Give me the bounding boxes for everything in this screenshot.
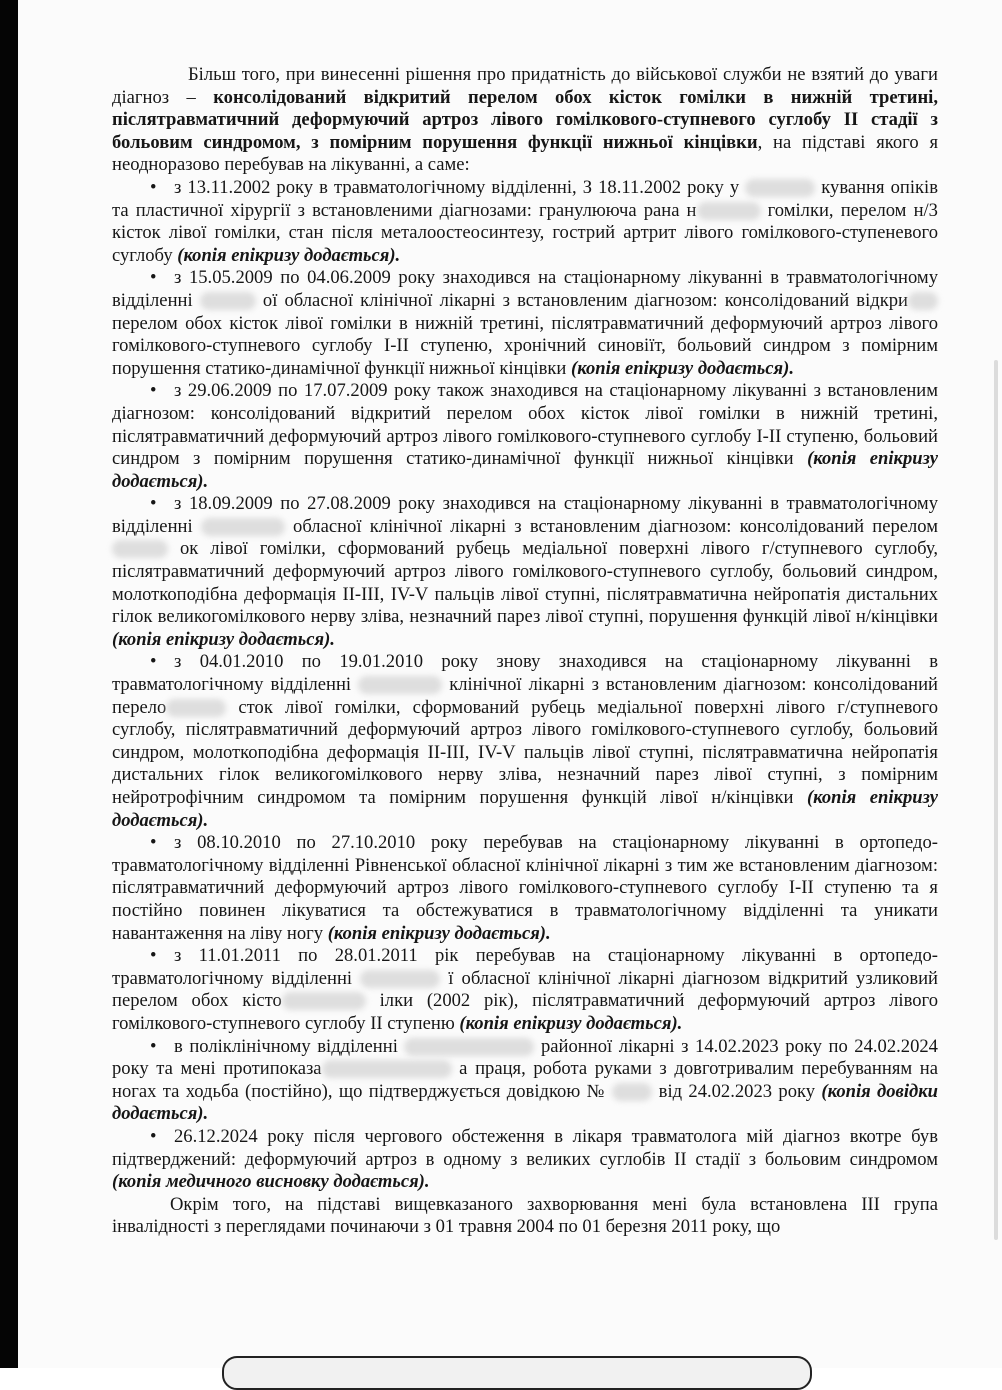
- document-body: [112, 64, 938, 1239]
- attachment-note: (копія епікризу додається).: [327, 922, 551, 944]
- left-dark-strip: [0, 0, 18, 1368]
- redacted-region: [697, 202, 761, 220]
- list-item: [112, 832, 938, 945]
- item-text: з 15.05.2009 по 04.06.2009 року знаходився на стаціонарному лікуванні в травматологічному відділенні: [112, 267, 938, 311]
- intro-paragraph: [112, 64, 938, 177]
- item-text: клінічної лікарні з встановленим діагнозом: консолідований перело: [112, 674, 938, 718]
- redacted-region: [112, 540, 168, 558]
- list-item: [112, 380, 938, 493]
- item-text: районної лікарні з 14.02.2023 року по 24.02.2024 року та мені протипоказа: [112, 1035, 938, 1080]
- attachment-note: (копія довідки додається).: [112, 1080, 939, 1125]
- bullet-icon: •: [150, 651, 157, 673]
- intro-text-end: , на підставі якого я неодноразово перебував на лікуванні, а саме:: [112, 131, 938, 176]
- redacted-region: [282, 992, 366, 1010]
- bullet-icon: •: [150, 832, 157, 854]
- item-text: кування опіків та пластичної хірургії з встановленими діагнозами: гранулююча рана н: [112, 176, 939, 221]
- bottom-toolbar[interactable]: [222, 1356, 812, 1390]
- item-text: а праця, робота руками з довготривалим перебуванням на ногах та ходьба (постійно), що підтверджується довідкою №: [112, 1058, 938, 1102]
- redacted-region: [201, 518, 285, 536]
- item-text: з 11.01.2011 по 28.01.2011 рік перебував на стаціонарному лікуванні в ортопедо-травматологічному відділенні: [112, 945, 938, 989]
- redacted-region: [404, 1038, 534, 1056]
- redacted-region: [166, 699, 226, 717]
- intro-text: Більш того, при винесенні рішення про придатність до військової служби не взятий до уваги діагноз –: [112, 64, 938, 108]
- item-text: сток лівої гомілки, сформований рубець медіальної поверхні лівого г/ступневого суглобу, післятравматичний деформуючий артроз лівого гомілкового-ступневого суглобу, больовий синдром, молоткоподібна деформація II-III, IV-V пальців лівої ступні, післятравматична нейропатія дистальних гілок великогомілкового нерву зліва, незначний парез лівої ступні, з помірним нейротрофічним синдромом та помірним порушення функцій лівої н/кінцівки: [112, 696, 938, 808]
- redacted-region: [612, 1083, 652, 1101]
- item-text: гомілки, перелом н/3 кісток лівої гомілки, стан після металоостеосинтезу, гострий артрит лівого гомілкового-ступеневого суглобу: [112, 199, 938, 266]
- bullet-icon: •: [150, 1035, 157, 1057]
- redacted-region: [200, 292, 256, 310]
- item-text: ілки (2002 рік), післятравматичний деформуючий артроз лівого гомілкового-ступневого суглобу II ступеню: [112, 990, 939, 1034]
- item-text: з 08.10.2010 по 27.10.2010 року перебував на стаціонарному лікуванні в ортопедо-травматологічному відділенні Рівненської обласної клінічної лікарні з тим же встановленим діагнозом: післятравматичний деформуючий артроз лівого гомілкового-ступневого суглобу I-II ступеню та я постійно повинен лікуватися та обстежуватися в травматологічному відділенні та уникати навантаження на ліву ногу: [112, 832, 938, 944]
- attachment-note: (копія епікризу додається).: [112, 628, 335, 650]
- bullet-icon: •: [150, 176, 157, 198]
- attachment-note: (копія медичного висновку додається).: [112, 1171, 430, 1193]
- attachment-note: (копія епікризу додається).: [571, 357, 794, 379]
- bullet-icon: •: [150, 267, 157, 289]
- redacted-region: [908, 292, 938, 310]
- attachment-note: (копія епікризу додається).: [177, 244, 401, 266]
- diagnosis-text: консолідований відкритий перелом обох кісток гомілки в нижній третині, післятравматичний деформуючий артроз лівого гомілкового-ступневого суглобу II стадії з больовим синдромом, з помірним порушення функції нижньої кінцівки: [112, 86, 938, 153]
- item-text: ї обласної клінічної лікарні діагнозом відкритий узликовий перелом обох кісто: [112, 967, 938, 1012]
- redacted-region: [358, 676, 442, 694]
- attachment-note: (копія епікризу додається).: [112, 787, 938, 831]
- redacted-region: [360, 970, 440, 988]
- item-text: перелом обох кісток лівої гомілки в нижній третині, післятравматичний деформуючий артроз лівого гомілкового-ступневого суглобу I-II ступеню, хронічний синовіїт, больовий синдром з помірним порушення статико-динамічної функції нижньої кінцівки: [112, 312, 938, 379]
- list-item: [112, 1126, 938, 1194]
- bullet-icon: •: [150, 380, 157, 402]
- bullet-icon: •: [150, 493, 157, 515]
- attachment-note: (копія епікризу додається).: [112, 448, 938, 492]
- list-item: [112, 493, 938, 651]
- redacted-region: [322, 1060, 452, 1078]
- bullet-icon: •: [150, 1125, 157, 1147]
- bullet-icon: •: [150, 945, 157, 967]
- item-text: з 13.11.2002 року в травматологічному відділенні, З 18.11.2002 року у: [174, 176, 746, 198]
- list-item: [112, 267, 938, 380]
- scrollbar[interactable]: [994, 360, 998, 1240]
- closing-paragraph: Окрім того, на підставі вищевказаного захворювання мені була встановлена III група інвалідності з переглядами починаючи з 01 травня 2004 по 01 березня 2011 року, що: [112, 1193, 938, 1238]
- item-text: 26.12.2024 року після чергового обстеження в лікаря травматолога мій діагноз вкотре був підтверджений: деформуючий артроз в одному з великих суглобів II стадії з больовим синдромом: [112, 1125, 938, 1170]
- list-item: [112, 945, 938, 1035]
- list-item: [112, 1036, 938, 1126]
- item-text: ої обласної клінічної лікарні з встановленим діагнозом: консолідований відкри: [255, 289, 908, 311]
- item-text: від 24.02.2023 року: [652, 1080, 822, 1102]
- item-text: з 04.01.2010 по 19.01.2010 року знову знаходився на стаціонарному лікуванні в травматологічному відділенні: [112, 651, 938, 696]
- item-text: з 29.06.2009 по 17.07.2009 року також знаходився на стаціонарному лікуванні з встановленим діагнозом: консолідований відкритий перелом обох кісток лівої гомілки в нижній третині, післятравматичний деформуючий артроз лівого гомілкового-ступневого суглобу I-II ступеню, больовий синдром з помірним порушення статико-динамічної функції нижньої кінцівки: [112, 380, 938, 470]
- item-text: ок лівої гомілки, сформований рубець медіальної поверхні лівого г/ступневого суглобу, післятравматичний деформуючий артроз лівого гомілкового-ступневого суглобу, больовий синдром, молоткоподібна деформація II-III, IV-V пальців лівої ступні, післятравматична нейропатія дистальних гілок великогомілкового нерву зліва, незначний парез лівої ступні, порушення функцій лівої н/кінцівки: [112, 538, 938, 628]
- attachment-note: (копія епікризу додається).: [459, 1012, 683, 1034]
- item-text: обласної клінічної лікарні з встановленим діагнозом: консолідований перелом: [284, 515, 939, 537]
- list-item: [112, 177, 938, 267]
- item-text: з 18.09.2009 по 27.08.2009 року знаходився на стаціонарному лікуванні в травматологічному відділенні: [112, 493, 938, 537]
- redacted-region: [745, 179, 815, 197]
- item-text: в поліклінічному відділенні: [174, 1035, 405, 1057]
- list-item: [112, 651, 938, 832]
